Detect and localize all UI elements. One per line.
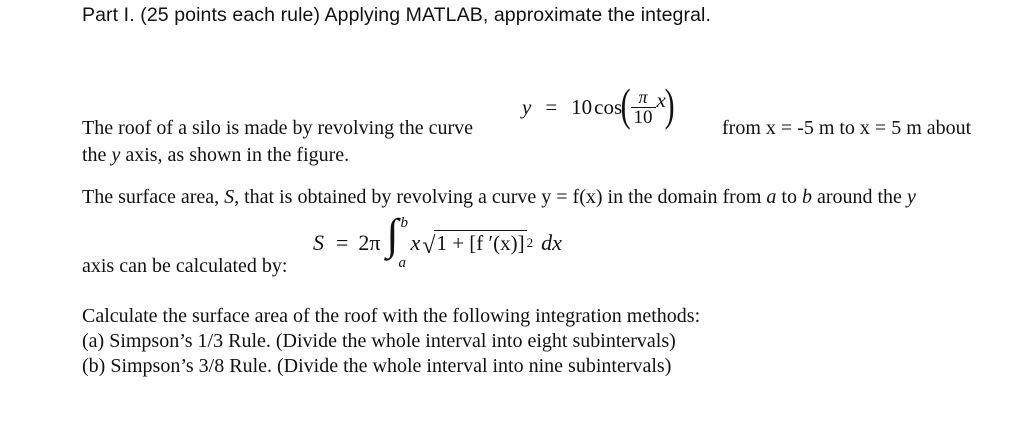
eq2-differential: dx <box>541 230 562 255</box>
eq1-fraction <box>631 88 656 128</box>
eq2-equals: = <box>336 230 349 255</box>
curve-equation <box>522 77 673 137</box>
eq1-arg: x <box>656 87 666 112</box>
eq2-coefficient: 2π <box>358 230 381 255</box>
square-root <box>422 230 526 259</box>
paragraph2-line2: axis can be calculated by: <box>82 255 288 277</box>
paragraph1-intro: The roof of a silo is made by revolving the curve <box>82 117 473 139</box>
paragraph2-var-y: y <box>906 186 916 208</box>
integral-sign-group <box>385 210 411 271</box>
eq2-lhs: S <box>313 230 324 255</box>
lower-limit: a <box>398 255 407 271</box>
eq1-equals: = <box>545 94 558 119</box>
eq1-frac-numerator: π <box>638 87 648 108</box>
paragraph2-line1 <box>82 186 916 209</box>
instructions-intro: Calculate the surface area of the roof with the following integration methods: <box>82 305 701 327</box>
paragraph1-var-y: y <box>111 144 121 166</box>
eq1-frac-denominator: 10 <box>631 107 656 128</box>
paragraph1-line2-prefix: the <box>82 144 112 166</box>
paragraph2-part1: The surface area, <box>82 186 225 208</box>
paragraph2-var-s: S <box>224 186 235 208</box>
eq1-lhs: y <box>522 94 532 119</box>
paragraph2-part3: to <box>776 186 802 208</box>
paragraph1-line2-suffix: axis, as shown in the figure. <box>120 144 350 166</box>
radicand: 1 + [f ′(x)] <box>436 231 525 256</box>
integral-sign: ∫ <box>386 210 399 259</box>
paragraph1-domain: from x = -5 m to x = 5 m about <box>722 117 972 139</box>
paragraph2-var-b: b <box>801 186 812 208</box>
paragraph2-part4: around the <box>811 186 907 208</box>
eq1-left-paren: ( <box>620 79 631 130</box>
eq1-function: cos <box>594 94 623 119</box>
paragraph2-part2: , that is obtained by revolving a curve y = f(x) in the domain from <box>234 186 767 208</box>
eq2-integrand-x: x <box>410 230 421 255</box>
instruction-item-b: (b) Simpson’s 3/8 Rule. (Divide the whole interval into nine subintervals) <box>82 355 672 377</box>
paragraph2-var-a: a <box>766 186 777 208</box>
instruction-item-a: (a) Simpson’s 1/3 Rule. (Divide the whole interval into eight subintervals) <box>82 330 676 352</box>
eq1-coefficient: 10 <box>571 94 593 119</box>
upper-limit: b <box>400 215 409 231</box>
surface-area-equation <box>313 210 562 273</box>
radical-sign: √ <box>422 232 436 259</box>
eq1-right-paren: ) <box>664 79 675 130</box>
paragraph1-line2 <box>82 144 349 167</box>
problem-heading: Part I. (25 points each rule) Applying MATLAB, approximate the integral. <box>82 4 711 26</box>
eq2-exponent: 2 <box>526 235 534 250</box>
